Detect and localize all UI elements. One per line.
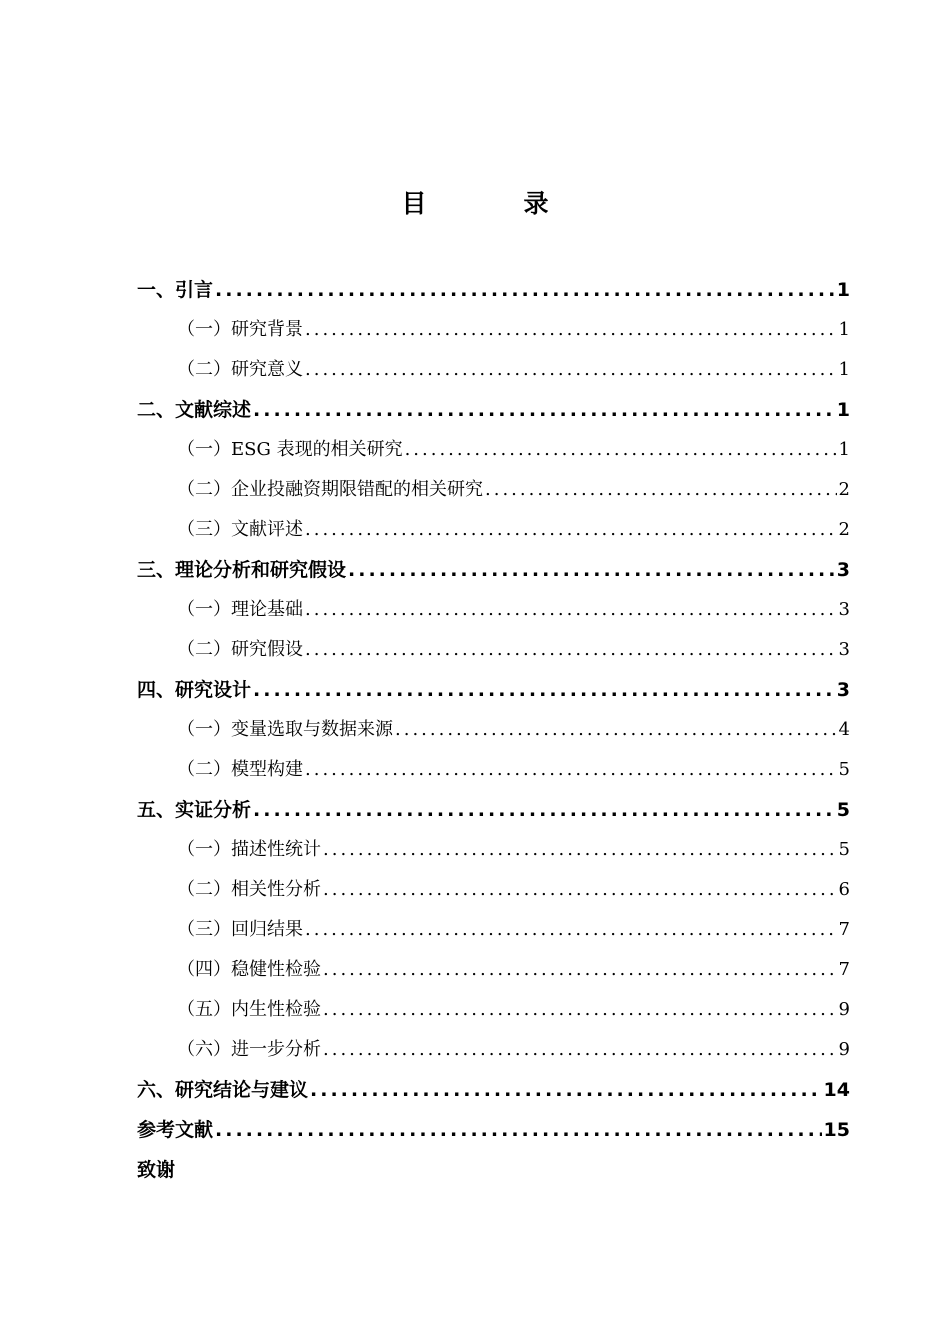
toc-section-entry[interactable]: [137, 510, 850, 550]
toc-section-entry[interactable]: [137, 750, 850, 790]
toc-page-number: 7: [838, 919, 850, 940]
toc-chapter-entry[interactable]: [137, 1070, 850, 1110]
toc-entry-label: （二）研究意义: [177, 359, 303, 380]
toc-entry-label: 四、研究设计: [137, 679, 252, 701]
toc-entry-label: （一）ESG 表现的相关研究: [177, 439, 403, 460]
toc-page-number: 5: [838, 759, 850, 780]
toc-page-number: 1: [838, 359, 850, 380]
toc-page-number: 14: [823, 1079, 850, 1101]
toc-entry-label: 一、引言: [137, 279, 214, 301]
toc-dot-leader: [305, 630, 837, 670]
table-of-contents: [137, 270, 850, 1190]
toc-section-entry[interactable]: [137, 310, 850, 350]
toc-page-number: 2: [838, 519, 850, 540]
toc-entry-label: 致谢: [137, 1159, 176, 1181]
toc-dot-leader: [305, 590, 837, 630]
toc-dot-leader: [485, 470, 837, 510]
toc-page-number: 7: [838, 959, 850, 980]
toc-dot-leader: [305, 910, 837, 950]
toc-dot-leader: [305, 350, 837, 390]
toc-page-number: 5: [838, 839, 850, 860]
toc-section-entry[interactable]: [137, 590, 850, 630]
toc-dot-leader: [253, 790, 835, 830]
toc-dot-leader: [310, 1070, 822, 1110]
toc-page-number: 9: [838, 999, 850, 1020]
toc-entry-label: （三）回归结果: [177, 919, 303, 940]
toc-page-number: 5: [836, 799, 850, 821]
toc-page-number: 3: [836, 559, 850, 581]
toc-entry-label: 二、文献综述: [137, 399, 252, 421]
toc-chapter-entry[interactable]: [137, 1110, 850, 1150]
toc-section-entry[interactable]: [137, 430, 850, 470]
toc-page-number: 15: [823, 1119, 850, 1141]
toc-section-entry[interactable]: [137, 950, 850, 990]
toc-chapter-entry[interactable]: [137, 550, 850, 590]
toc-page-number: 3: [838, 639, 850, 660]
toc-page-number: 1: [838, 439, 850, 460]
toc-chapter-entry[interactable]: [137, 270, 850, 310]
toc-dot-leader: [323, 990, 837, 1030]
toc-chapter-entry[interactable]: [137, 390, 850, 430]
toc-page-number: 3: [836, 679, 850, 701]
toc-dot-leader: [305, 510, 837, 550]
toc-entry-label: 参考文献: [137, 1119, 214, 1141]
toc-section-entry[interactable]: [137, 470, 850, 510]
toc-section-entry[interactable]: [137, 990, 850, 1030]
toc-section-entry[interactable]: [137, 830, 850, 870]
toc-section-entry[interactable]: [137, 1030, 850, 1070]
toc-entry-label: （一）描述性统计: [177, 839, 321, 860]
toc-entry-label: （一）变量选取与数据来源: [177, 719, 393, 740]
toc-section-entry[interactable]: [137, 630, 850, 670]
toc-dot-leader: [395, 710, 837, 750]
toc-entry-label: 六、研究结论与建议: [137, 1079, 309, 1101]
toc-dot-leader: [323, 950, 837, 990]
toc-dot-leader: [305, 310, 837, 350]
toc-dot-leader: [215, 1110, 822, 1150]
toc-entry-label: 三、理论分析和研究假设: [137, 559, 347, 581]
toc-entry-label: （三）文献评述: [177, 519, 303, 540]
toc-page-number: 1: [838, 319, 850, 340]
toc-page-number: 4: [838, 719, 850, 740]
toc-entry-label: （二）相关性分析: [177, 879, 321, 900]
toc-page-number: 2: [838, 479, 850, 500]
toc-page-number: 9: [838, 1039, 850, 1060]
toc-entry-label: （二）企业投融资期限错配的相关研究: [177, 479, 483, 500]
toc-dot-leader: [323, 1030, 837, 1070]
toc-entry-label: （一）理论基础: [177, 599, 303, 620]
toc-entry-label: （四）稳健性检验: [177, 959, 321, 980]
toc-dot-leader: [253, 670, 835, 710]
toc-entry-label: （一）研究背景: [177, 319, 303, 340]
toc-chapter-entry[interactable]: [137, 1150, 850, 1190]
toc-section-entry[interactable]: [137, 350, 850, 390]
toc-page-number: 3: [838, 599, 850, 620]
toc-entry-label: （二）模型构建: [177, 759, 303, 780]
toc-dot-leader: [405, 430, 837, 470]
toc-entry-label: （五）内生性检验: [177, 999, 321, 1020]
toc-dot-leader: [253, 390, 835, 430]
toc-entry-label: （六）进一步分析: [177, 1039, 321, 1060]
toc-title: 目 录: [401, 189, 585, 218]
toc-page-number: 1: [836, 399, 850, 421]
toc-entry-label: 五、实证分析: [137, 799, 252, 821]
toc-chapter-entry[interactable]: [137, 670, 850, 710]
toc-section-entry[interactable]: [137, 870, 850, 910]
toc-dot-leader: [348, 550, 835, 590]
toc-page-number: 6: [838, 879, 850, 900]
toc-dot-leader: [323, 830, 837, 870]
toc-section-entry[interactable]: [137, 710, 850, 750]
toc-dot-leader: [305, 750, 837, 790]
toc-page-number: 1: [836, 279, 850, 301]
toc-chapter-entry[interactable]: [137, 790, 850, 830]
toc-dot-leader: [215, 270, 835, 310]
toc-entry-label: （二）研究假设: [177, 639, 303, 660]
toc-section-entry[interactable]: [137, 910, 850, 950]
toc-dot-leader: [323, 870, 837, 910]
